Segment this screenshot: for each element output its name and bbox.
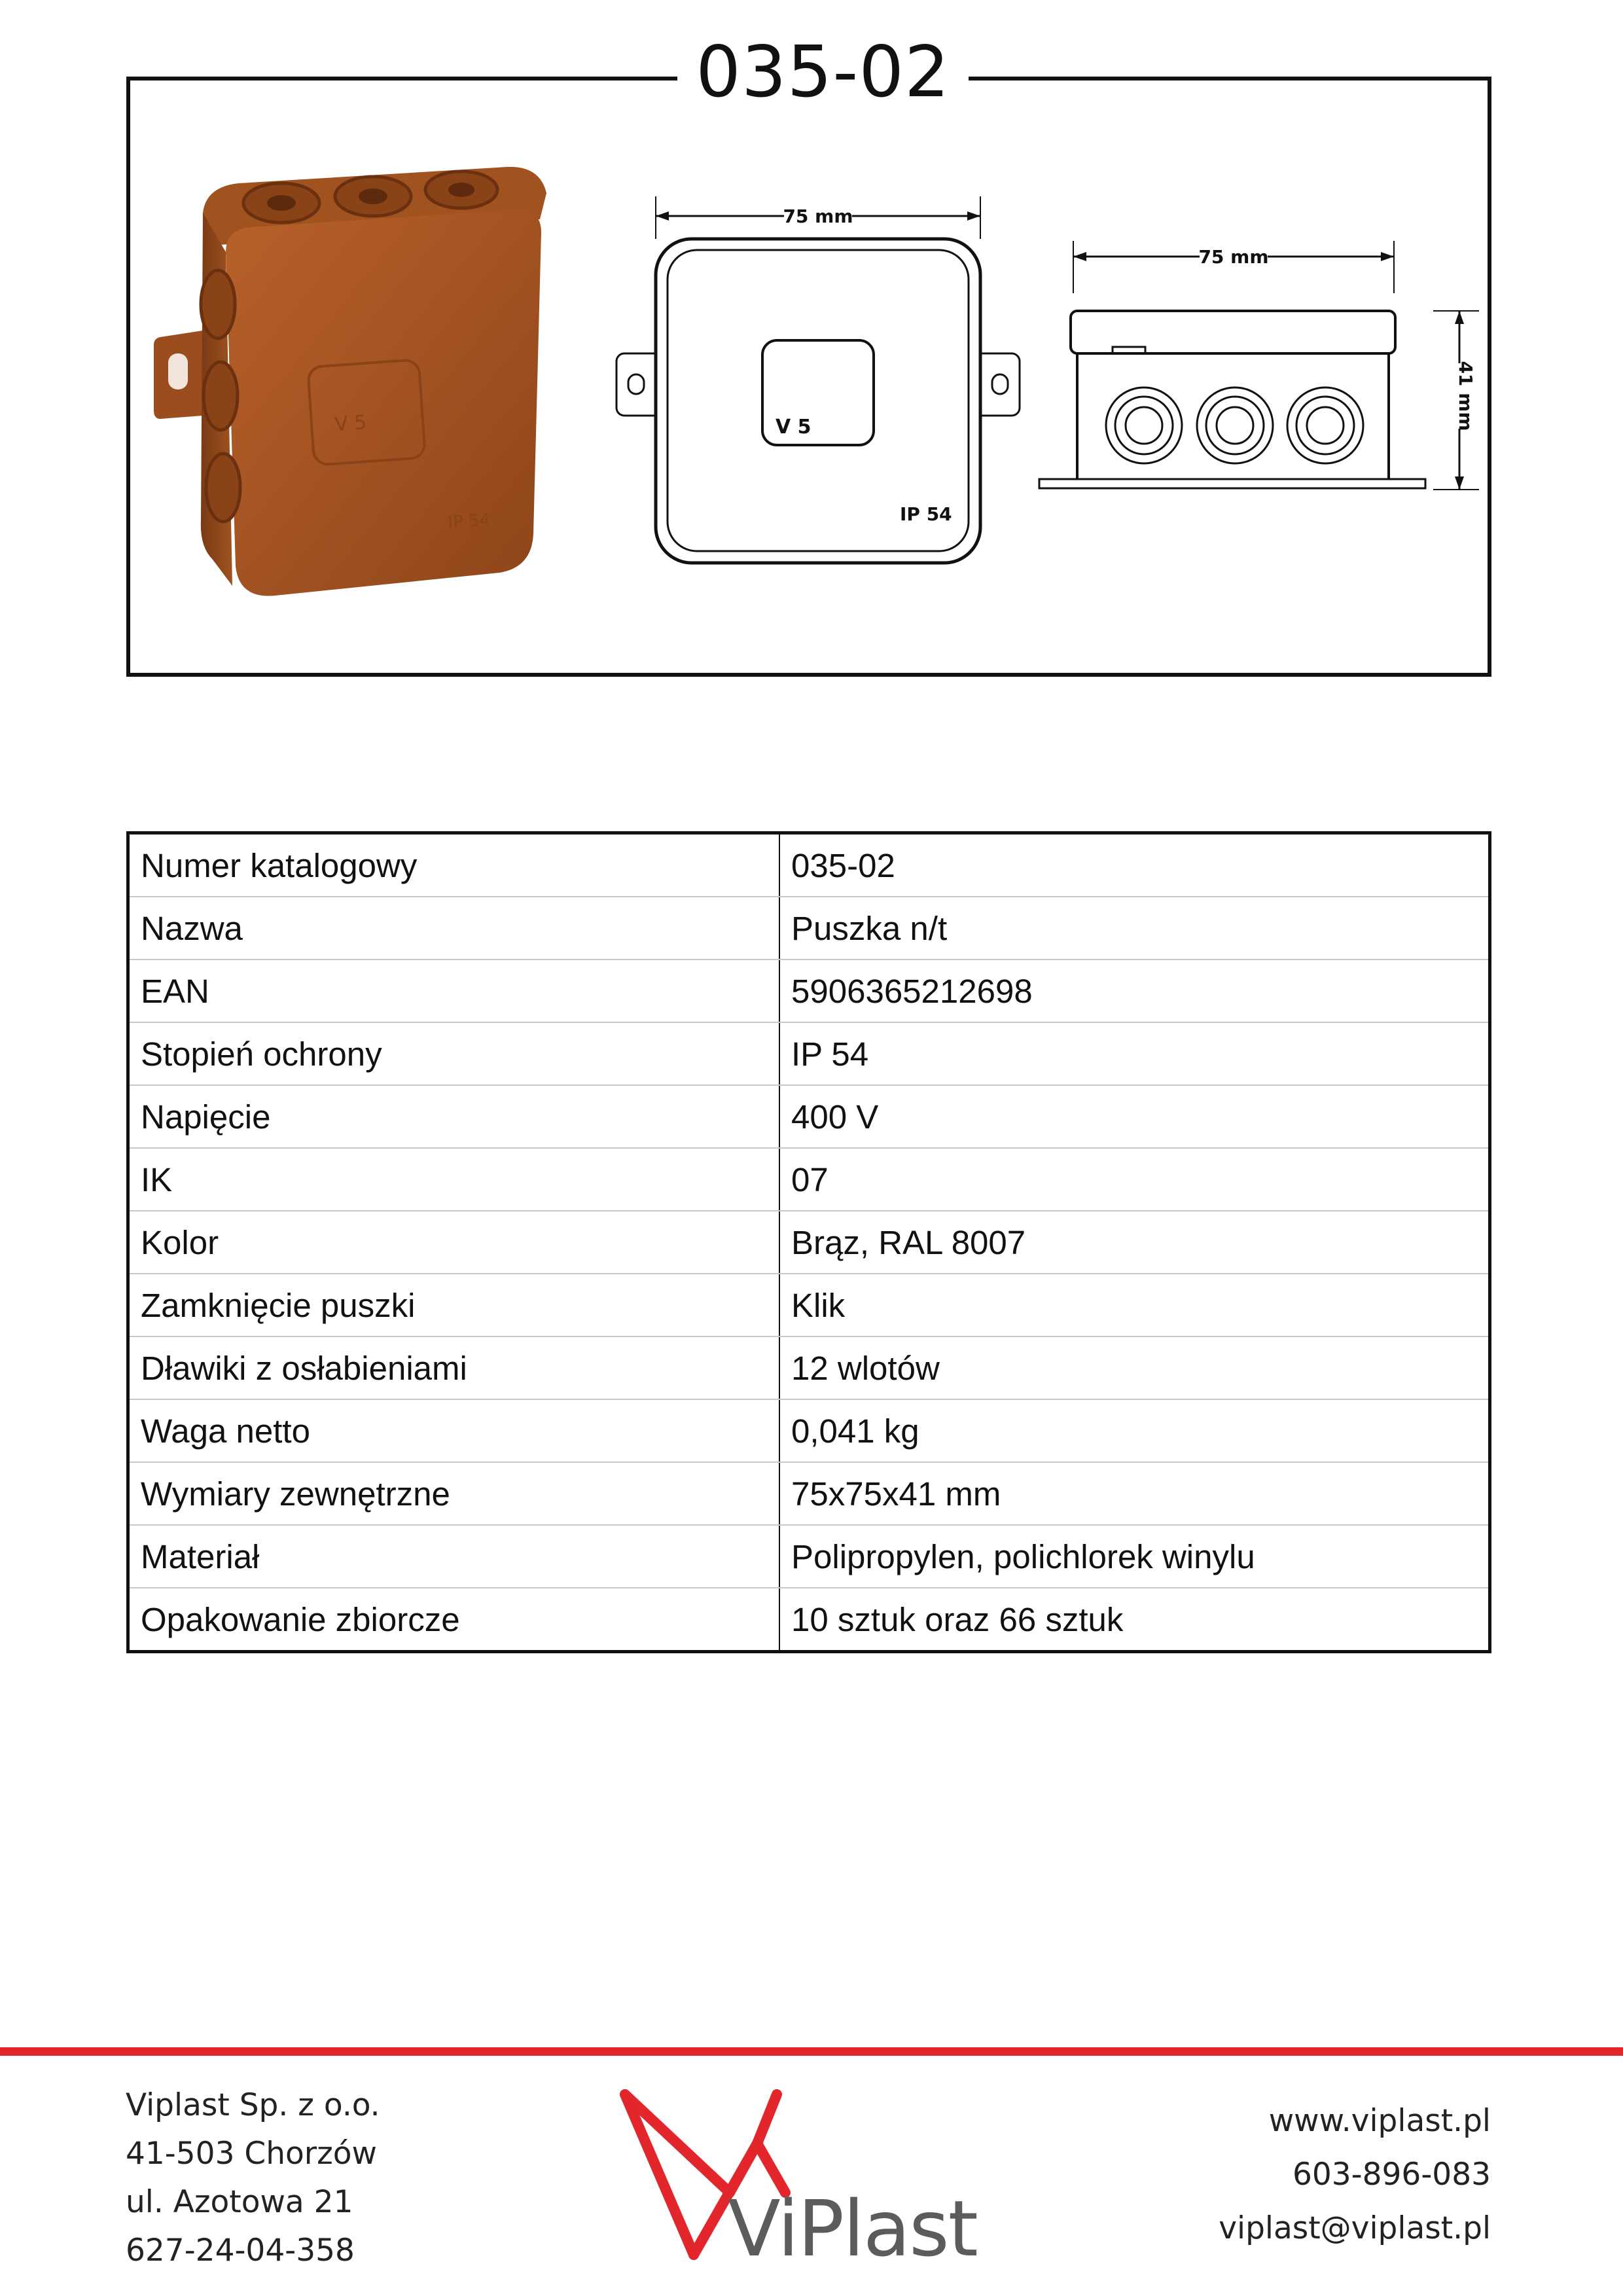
company-address <box>126 2081 584 2275</box>
side-view-drawing <box>1027 236 1486 511</box>
photo-rating-mark: IP 54 <box>447 510 491 533</box>
spec-label: Kolor <box>128 1211 780 1274</box>
spec-label: Nazwa <box>128 897 780 960</box>
spec-row <box>128 1148 1490 1211</box>
spec-value: 10 sztuk oraz 66 sztuk <box>791 1600 1124 1638</box>
spec-row <box>128 833 1490 897</box>
spec-row <box>128 897 1490 960</box>
spec-row <box>128 1336 1490 1399</box>
spec-row <box>128 1399 1490 1462</box>
spec-label: Dławiki z osłabieniami <box>128 1336 780 1399</box>
spec-row <box>128 1022 1490 1085</box>
spec-label: Stopień ochrony <box>128 1022 780 1085</box>
top-view-rating-mark: IP 54 <box>900 503 952 525</box>
photo-logo-mark: V 5 <box>333 411 368 437</box>
spec-table <box>126 831 1491 1653</box>
company-street: ul. Azotowa 21 <box>126 2184 353 2220</box>
side-view-width-label: 75 mm <box>1198 246 1269 268</box>
email-link[interactable]: viplast@viplast.pl <box>1219 2210 1491 2246</box>
spec-value: IP 54 <box>779 1022 1490 1085</box>
spec-value: 035-02 <box>779 833 1490 897</box>
spec-label: Wymiary zewnętrzne <box>128 1462 780 1525</box>
spec-label: Napięcie <box>128 1085 780 1148</box>
phone-number[interactable]: 603-896-083 <box>1292 2157 1491 2193</box>
spec-label: Zamknięcie puszki <box>128 1274 780 1336</box>
spec-label: Materiał <box>128 1525 780 1588</box>
spec-label: Waga netto <box>128 1399 780 1462</box>
spec-row <box>128 960 1490 1022</box>
spec-value: Klik <box>779 1274 1490 1336</box>
logo-wordmark: ViPlast <box>728 2183 977 2274</box>
top-view-drawing <box>609 190 1027 569</box>
spec-row <box>128 1085 1490 1148</box>
spec-row <box>128 1588 1490 1652</box>
side-view-height-label: 41 mm <box>1455 361 1476 431</box>
spec-value: Brąz, RAL 8007 <box>779 1211 1490 1274</box>
spec-value: 5906365212698 <box>779 960 1490 1022</box>
company-name: Viplast Sp. z o.o. <box>126 2087 380 2123</box>
spec-label: Opakowanie zbiorcze <box>128 1588 780 1652</box>
top-view-cover-mark: V 5 <box>776 416 812 439</box>
product-photo <box>141 167 599 612</box>
spec-label: EAN <box>128 960 780 1022</box>
spec-value: 07 <box>779 1148 1490 1211</box>
spec-value: Polipropylen, polichlorek winylu <box>779 1525 1490 1588</box>
spec-value: 0,041 kg <box>779 1399 1490 1462</box>
spec-row <box>128 1525 1490 1588</box>
company-contact <box>1033 2094 1491 2255</box>
spec-value: 400 V <box>779 1085 1490 1148</box>
spec-label: IK <box>128 1148 780 1211</box>
website-link[interactable]: www.viplast.pl <box>1268 2103 1491 2139</box>
company-postcode-city: 41-503 Chorzów <box>126 2136 377 2172</box>
footer-red-rule <box>0 2047 1623 2056</box>
spec-value: 75x75x41 mm <box>779 1462 1490 1525</box>
company-tax-id: 627-24-04-358 <box>126 2233 355 2269</box>
spec-label: Numer katalogowy <box>128 833 780 897</box>
spec-row <box>128 1211 1490 1274</box>
spec-value: 12 wlotów <box>779 1336 1490 1399</box>
spec-value: Puszka n/t <box>779 897 1490 960</box>
top-view-width-label: 75 mm <box>783 206 853 227</box>
product-code-title: 035-02 <box>677 24 969 122</box>
spec-row <box>128 1462 1490 1525</box>
spec-row <box>128 1274 1490 1336</box>
